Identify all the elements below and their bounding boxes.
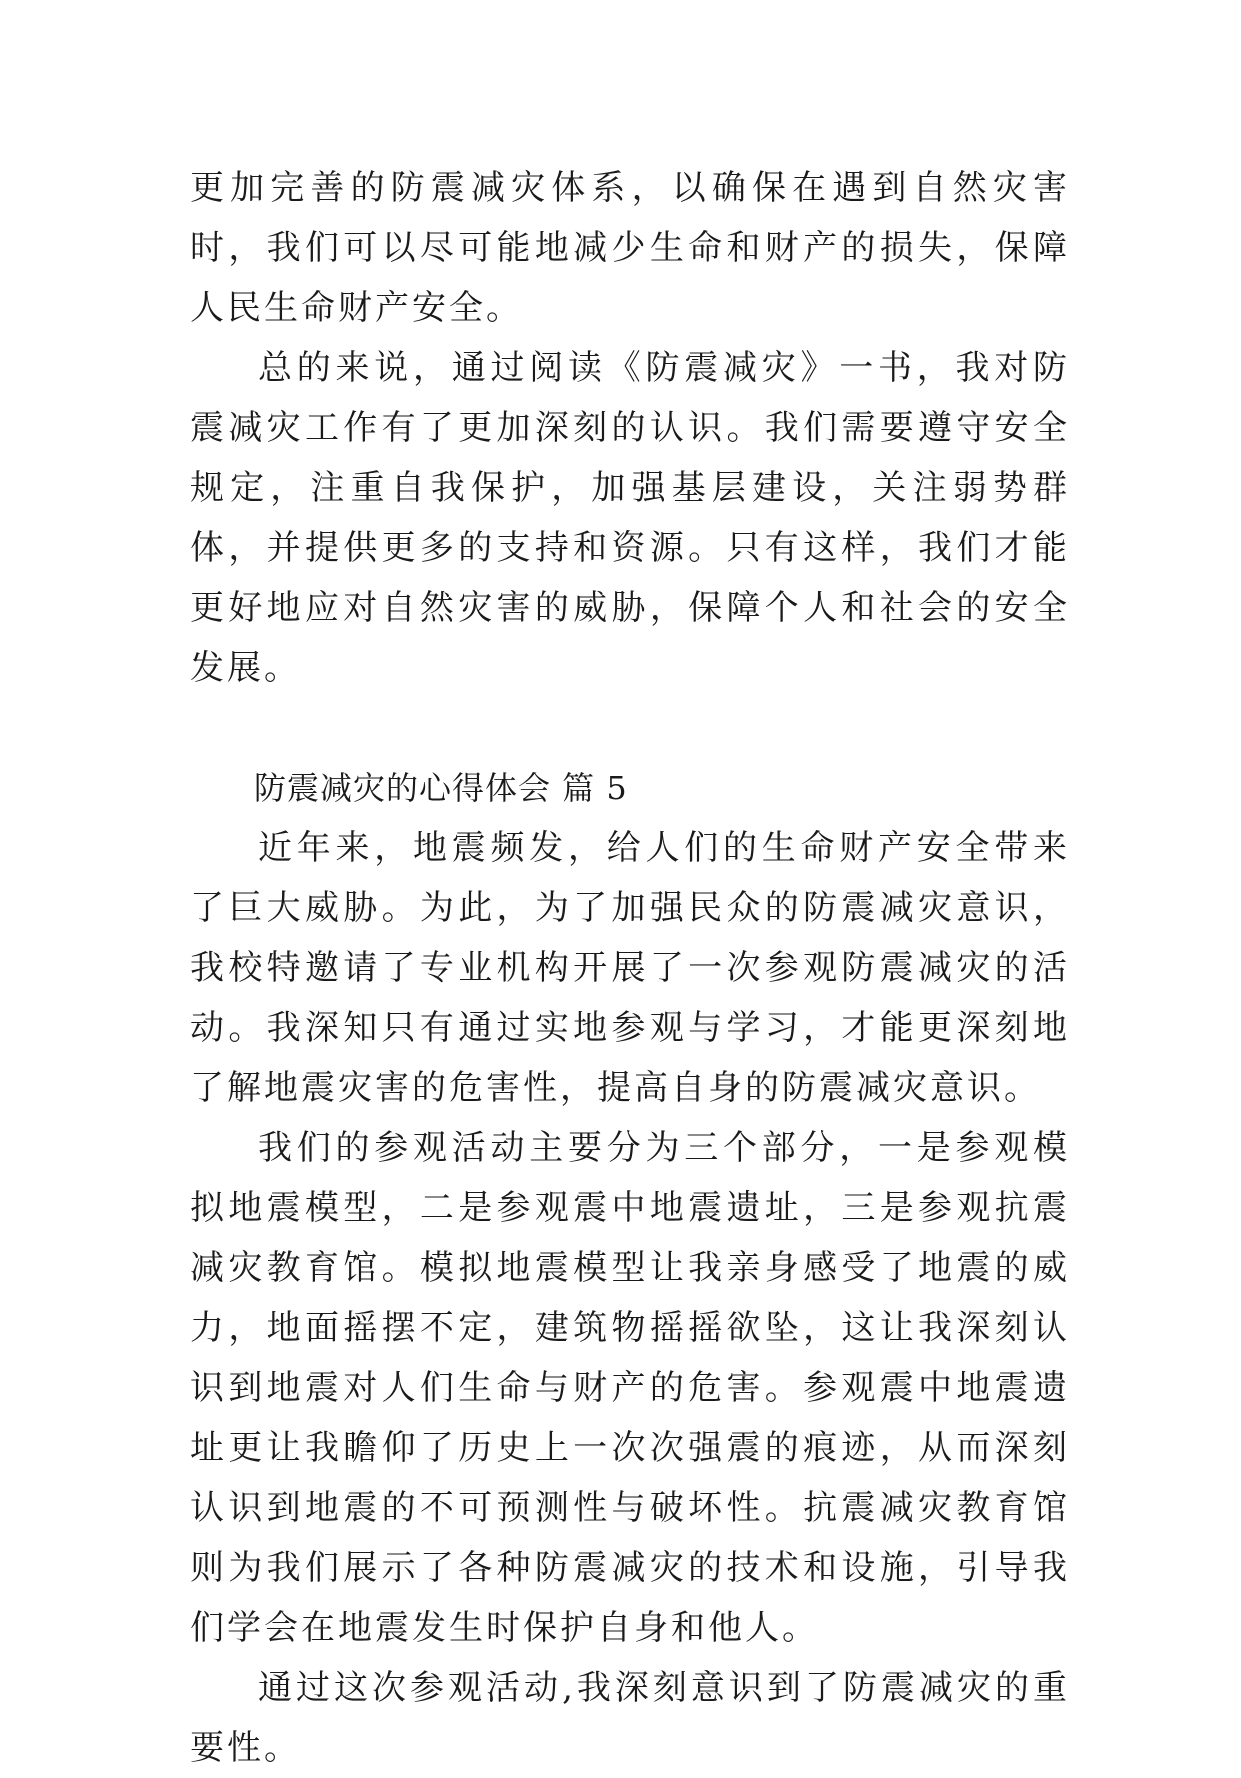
paragraph-conclusion: 通过这次参观活动,我深刻意识到了防震减灾的重要性。 — [190, 1668, 1070, 1768]
paragraph-continuation: 更加完善的防震减灾体系，以确保在遇到自然灾害时，我们可以尽可能地减少生命和财产的损失，保障人民生命财产安全。 — [190, 168, 1070, 328]
document-body — [190, 158, 1070, 1778]
paragraph-intro: 近年来，地震频发，给人们的生命财产安全带来了巨大威胁。为此，为了加强民众的防震减灾意识，我校特邀请了专业机构开展了一次参观防震减灾的活动。我深知只有通过实地参观与学习，才能更深刻地了解地震灾害的危害性，提高自身的防震减灾意识。 — [190, 828, 1070, 1108]
section-spacer — [190, 698, 1070, 758]
section-heading: 防震减灾的心得体会 篇 5 — [254, 769, 628, 807]
paragraph-summary: 总的来说，通过阅读《防震减灾》一书，我对防震减灾工作有了更加深刻的认识。我们需要遵守安全规定，注重自我保护，加强基层建设，关注弱势群体，并提供更多的支持和资源。只有这样，我们才能更好地应对自然灾害的威胁，保障个人和社会的安全发展。 — [190, 348, 1070, 688]
paragraph-activities: 我们的参观活动主要分为三个部分，一是参观模拟地震模型，二是参观震中地震遗址，三是参观抗震减灾教育馆。模拟地震模型让我亲身感受了地震的威力，地面摇摆不定，建筑物摇摇欲坠，这让我深刻认识到地震对人们生命与财产的危害。参观震中地震遗址更让我瞻仰了历史上一次次强震的痕迹，从而深刻认识到地震的不可预测性与破坏性。抗震减灾教育馆则为我们展示了各种防震减灾的技术和设施，引导我们学会在地震发生时保护自身和他人。 — [190, 1128, 1070, 1648]
